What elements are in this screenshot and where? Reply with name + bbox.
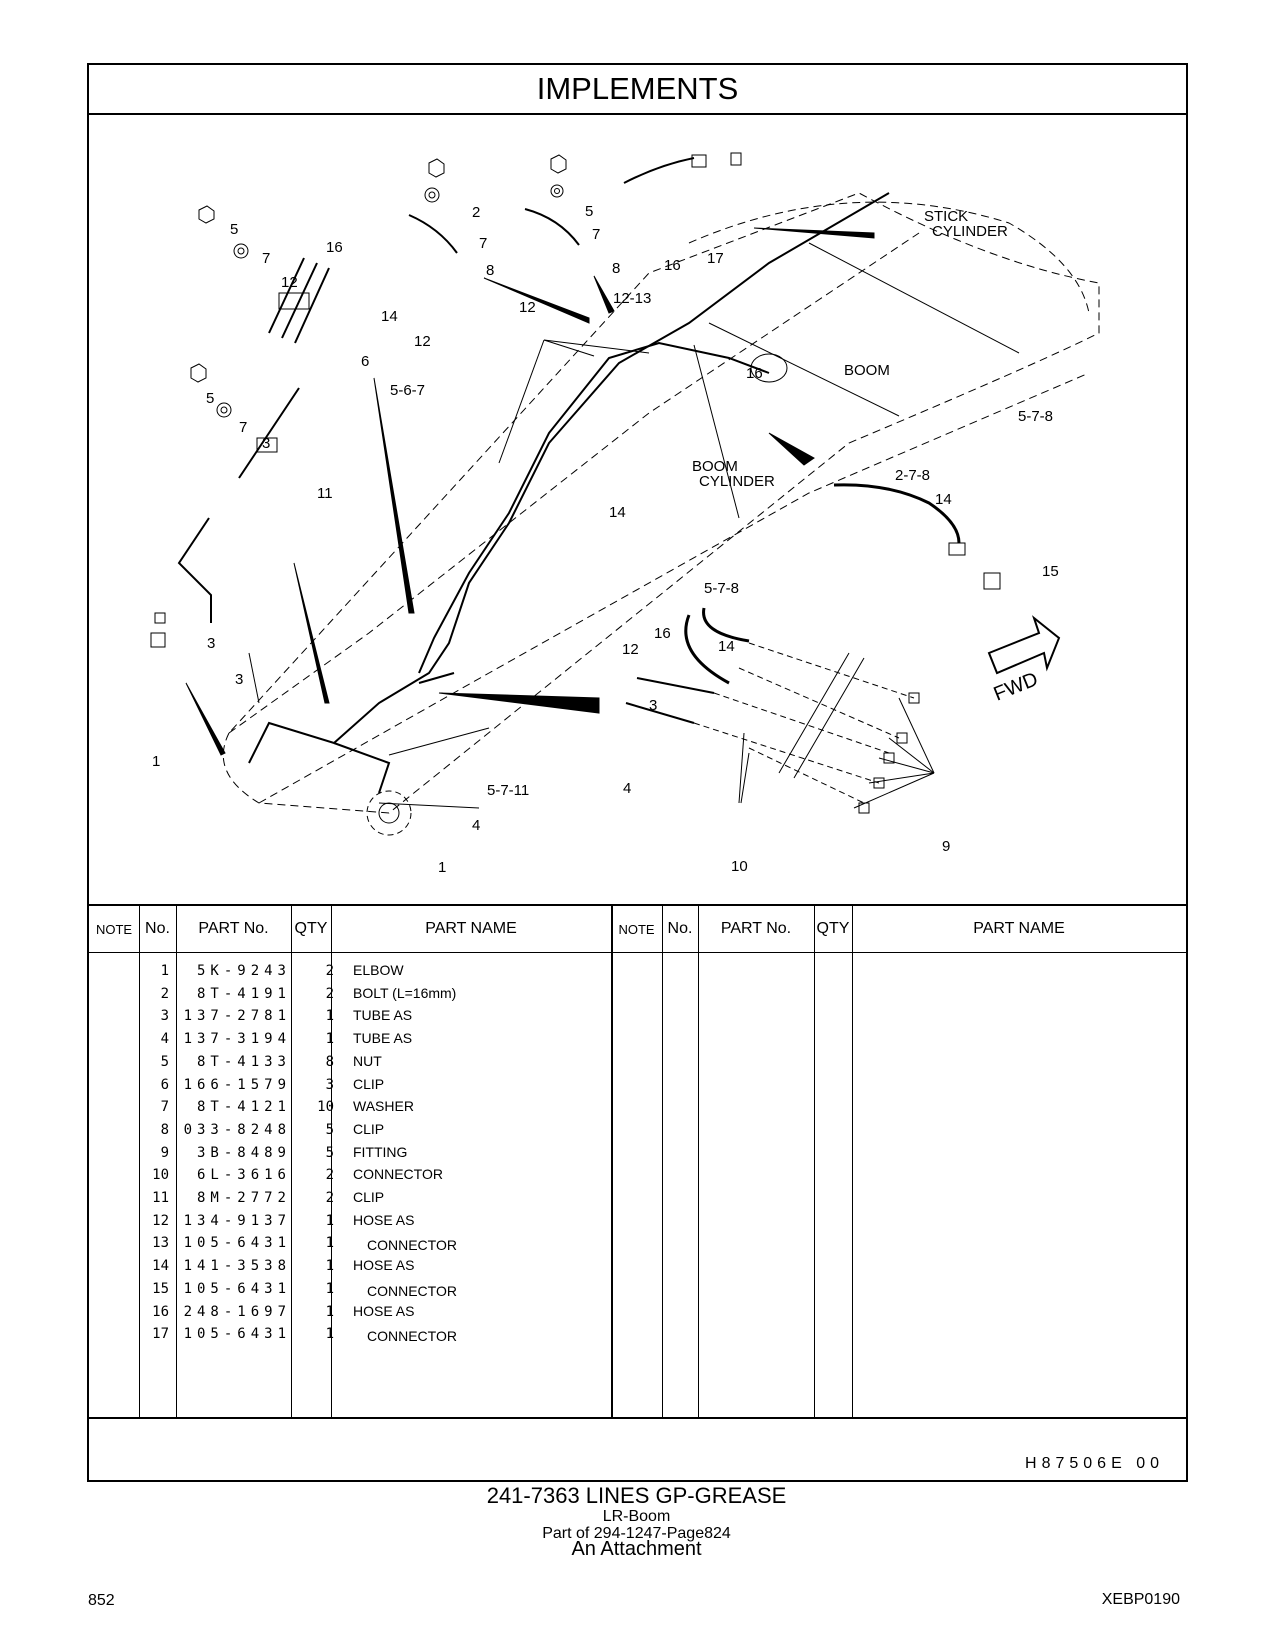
table-row bbox=[89, 1142, 1186, 1165]
callout: 9 bbox=[942, 838, 951, 855]
callout: 6 bbox=[361, 353, 370, 370]
item-number: 16 bbox=[152, 1303, 169, 1320]
callout: 11 bbox=[317, 485, 333, 502]
part-number: 166-1579 bbox=[183, 1076, 291, 1093]
item-number: 6 bbox=[160, 1076, 169, 1093]
header-part-name-right: PART NAME bbox=[973, 920, 1065, 937]
callout: 7 bbox=[239, 419, 248, 436]
boom-cylinder-label-2: CYLINDER bbox=[699, 473, 775, 490]
part-number: 8T-4121 bbox=[196, 1099, 291, 1116]
table-row bbox=[89, 1323, 1186, 1346]
callout: 12 bbox=[414, 333, 431, 350]
callout: 5-6-7 bbox=[390, 382, 426, 399]
table-row bbox=[89, 1301, 1186, 1324]
parts-table bbox=[89, 904, 1186, 1419]
callout: 4 bbox=[623, 780, 632, 797]
item-number: 17 bbox=[152, 1326, 169, 1343]
fwd-label: FWD bbox=[990, 668, 1042, 706]
quantity: 1 bbox=[325, 1258, 334, 1275]
callout: 7 bbox=[262, 250, 271, 267]
quantity: 8 bbox=[325, 1053, 334, 1070]
part-name: FITTING bbox=[353, 1143, 408, 1160]
callout: 7 bbox=[592, 226, 601, 243]
item-number: 14 bbox=[152, 1258, 169, 1275]
part-number: 137-2781 bbox=[183, 1008, 291, 1025]
item-number: 4 bbox=[160, 1031, 169, 1048]
part-name: WASHER bbox=[353, 1098, 414, 1115]
part-number: 134-9137 bbox=[183, 1212, 291, 1229]
item-number: 9 bbox=[160, 1144, 169, 1161]
callout: 5-7-11 bbox=[487, 782, 530, 799]
page-title: IMPLEMENTS bbox=[89, 65, 1186, 115]
callout: 7 bbox=[479, 235, 488, 252]
callout: 1 bbox=[152, 753, 161, 770]
table-row bbox=[89, 1255, 1186, 1278]
quantity: 1 bbox=[325, 1031, 334, 1048]
table-row bbox=[89, 1051, 1186, 1074]
quantity: 1 bbox=[325, 1212, 334, 1229]
callout: 2 bbox=[472, 204, 481, 221]
callout: 3 bbox=[207, 635, 216, 652]
part-number: 6L-3616 bbox=[196, 1167, 291, 1184]
callout: 2-7-8 bbox=[895, 467, 931, 484]
quantity: 5 bbox=[325, 1144, 334, 1161]
part-number: 8T-4191 bbox=[196, 985, 291, 1002]
document-code: XEBP0190 bbox=[1101, 1591, 1180, 1608]
quantity: 2 bbox=[325, 985, 334, 1002]
quantity: 5 bbox=[325, 1121, 334, 1138]
part-name: NUT bbox=[353, 1052, 382, 1069]
drawing-code: H87506E 00 bbox=[1025, 1455, 1164, 1472]
part-number: 5K-9243 bbox=[196, 963, 291, 979]
quantity: 1 bbox=[325, 1326, 334, 1343]
header-note-right: NOTE bbox=[618, 921, 655, 937]
group-reference: Part of 294-1247-Page824 bbox=[542, 1525, 731, 1542]
quantity: 1 bbox=[325, 1280, 334, 1297]
part-name: CLIP bbox=[353, 1075, 385, 1092]
part-name: CONNECTOR bbox=[353, 1166, 443, 1183]
header-part-name: PART NAME bbox=[425, 920, 517, 937]
callout: 3 bbox=[649, 697, 658, 714]
page-number: 852 bbox=[88, 1592, 115, 1609]
quantity: 3 bbox=[325, 1076, 334, 1093]
table-row bbox=[89, 1074, 1186, 1097]
part-name: HOSE AS bbox=[353, 1257, 415, 1274]
callout: 5 bbox=[585, 203, 594, 220]
table-row bbox=[89, 1278, 1186, 1301]
header-no-right: No. bbox=[667, 920, 693, 937]
item-number: 1 bbox=[160, 963, 169, 979]
item-number: 5 bbox=[160, 1053, 169, 1070]
part-number: 105-6431 bbox=[183, 1280, 291, 1297]
part-name: CONNECTOR bbox=[367, 1237, 457, 1254]
part-name: HOSE AS bbox=[353, 1211, 415, 1228]
boom-grease-lines-illustration bbox=[89, 113, 1186, 904]
item-number: 2 bbox=[160, 985, 169, 1002]
part-number: 137-3194 bbox=[183, 1031, 291, 1048]
callout: 12-13 bbox=[613, 290, 652, 307]
table-row bbox=[89, 1210, 1186, 1233]
quantity: 2 bbox=[325, 963, 334, 979]
table-row bbox=[89, 1005, 1186, 1028]
item-number: 15 bbox=[152, 1280, 169, 1297]
callout: 16 bbox=[326, 239, 343, 256]
header-rule bbox=[89, 952, 1186, 953]
callout: 1 bbox=[438, 859, 447, 876]
header-qty-right: QTY bbox=[816, 920, 850, 937]
quantity: 10 bbox=[317, 1099, 334, 1116]
boom-cylinder-label-1: BOOM bbox=[692, 458, 738, 475]
table-row bbox=[89, 960, 1186, 983]
group-title: 241-7363 LINES GP-GREASE bbox=[486, 1483, 787, 1508]
table-row bbox=[89, 1119, 1186, 1142]
drawing-footer bbox=[89, 1417, 1186, 1482]
callout: 15 bbox=[1042, 563, 1059, 580]
callout: 4 bbox=[472, 817, 481, 834]
part-number: 248-1697 bbox=[183, 1303, 291, 1320]
header-qty: QTY bbox=[294, 920, 328, 937]
part-name: ELBOW bbox=[353, 962, 404, 978]
callout: 14 bbox=[935, 491, 952, 508]
item-number: 12 bbox=[152, 1212, 169, 1229]
callout: 8 bbox=[486, 262, 495, 279]
callout: 5-7-8 bbox=[704, 580, 740, 597]
header-part-no-right: PART No. bbox=[720, 920, 792, 937]
group-subtitle: LR-Boom bbox=[602, 1508, 671, 1525]
part-name: CLIP bbox=[353, 1120, 385, 1137]
part-name: CONNECTOR bbox=[367, 1328, 457, 1345]
callout: 14 bbox=[609, 504, 626, 521]
callout: 5 bbox=[230, 221, 239, 238]
callout: 16 bbox=[654, 625, 671, 642]
boom-label: BOOM bbox=[844, 362, 890, 379]
group-attachment: An Attachment bbox=[571, 1538, 702, 1560]
header-part-no: PART No. bbox=[198, 920, 269, 937]
callout: 5-7-8 bbox=[1018, 408, 1054, 425]
part-number: 3B-8489 bbox=[196, 1144, 291, 1161]
header-no: No. bbox=[145, 920, 170, 937]
parts-page-frame bbox=[87, 63, 1188, 1482]
callout: 14 bbox=[381, 308, 398, 325]
callout: 12 bbox=[281, 274, 298, 291]
table-row bbox=[89, 1096, 1186, 1119]
quantity: 1 bbox=[325, 1008, 334, 1025]
parts-diagram bbox=[89, 113, 1186, 904]
quantity: 1 bbox=[325, 1303, 334, 1320]
part-number: 033-8248 bbox=[183, 1121, 291, 1138]
table-row bbox=[89, 1164, 1186, 1187]
item-number: 13 bbox=[152, 1235, 169, 1252]
quantity: 1 bbox=[325, 1235, 334, 1252]
callout: 10 bbox=[731, 858, 748, 875]
callout: 5 bbox=[206, 390, 215, 407]
item-number: 11 bbox=[152, 1190, 169, 1206]
callout: 8 bbox=[612, 260, 621, 277]
part-number: 105-6431 bbox=[183, 1326, 291, 1343]
table-row bbox=[89, 1028, 1186, 1051]
quantity: 2 bbox=[325, 1190, 334, 1206]
part-name: BOLT (L=16mm) bbox=[353, 984, 457, 1001]
table-row bbox=[89, 1232, 1186, 1255]
item-number: 10 bbox=[152, 1167, 169, 1184]
quantity: 2 bbox=[325, 1167, 334, 1184]
part-number: 8M-2772 bbox=[196, 1190, 291, 1206]
callout: 16 bbox=[746, 365, 763, 382]
table-row bbox=[89, 983, 1186, 1006]
part-number: 141-3538 bbox=[183, 1258, 291, 1275]
callout: 14 bbox=[718, 638, 735, 655]
stick-cylinder-label-1: STICK bbox=[924, 208, 969, 225]
item-number: 8 bbox=[160, 1121, 169, 1138]
table-row bbox=[89, 1187, 1186, 1210]
callout: 12 bbox=[519, 299, 536, 316]
item-number: 7 bbox=[160, 1099, 169, 1116]
callout: 17 bbox=[707, 250, 724, 267]
item-number: 3 bbox=[160, 1008, 169, 1025]
stick-cylinder-label-2: CYLINDER bbox=[932, 223, 1008, 240]
callout: 3 bbox=[235, 671, 244, 688]
callout: 16 bbox=[664, 257, 681, 274]
part-name: TUBE AS bbox=[353, 1007, 413, 1024]
part-name: TUBE AS bbox=[353, 1030, 413, 1047]
part-name: CONNECTOR bbox=[367, 1282, 457, 1299]
callout: 12 bbox=[622, 641, 639, 658]
callout: 3 bbox=[262, 435, 271, 452]
part-name: HOSE AS bbox=[353, 1302, 415, 1319]
part-number: 105-6431 bbox=[183, 1235, 291, 1252]
header-note: NOTE bbox=[95, 921, 133, 937]
part-number: 8T-4133 bbox=[196, 1053, 291, 1070]
part-name: CLIP bbox=[353, 1189, 385, 1205]
